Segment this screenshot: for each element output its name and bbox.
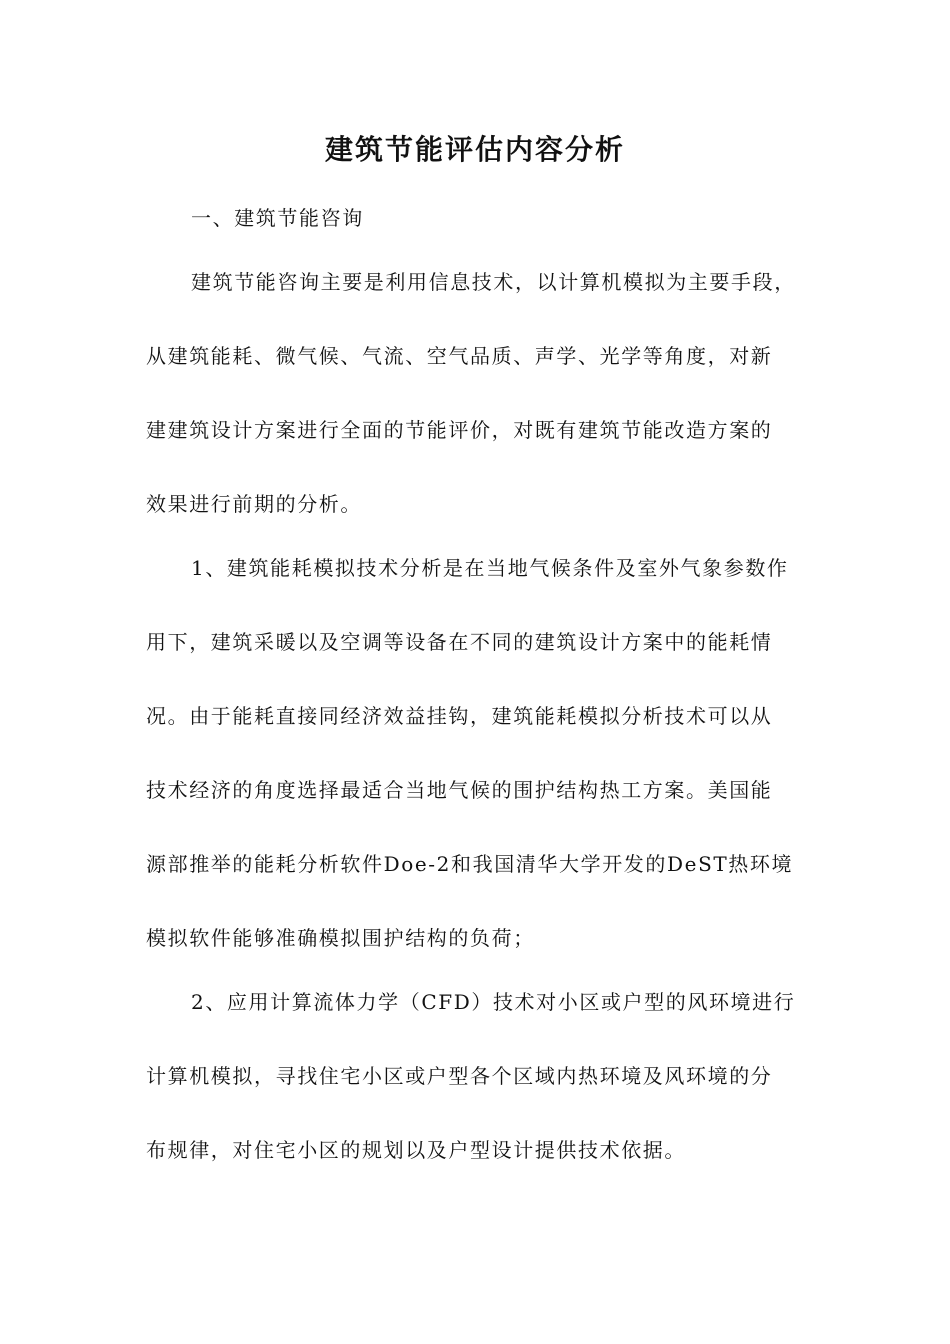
paragraph-line: 布规律，对住宅小区的规划以及户型设计提供技术依据。	[146, 1138, 686, 1162]
paragraph-line: 源部推举的能耗分析软件Doe-2和我国清华大学开发的DeST热环境	[146, 852, 794, 876]
paragraph-line: 2、应用计算流体力学（CFD）技术对小区或户型的风环境进行	[191, 990, 796, 1014]
paragraph-line: 况。由于能耗直接同经济效益挂钩，建筑能耗模拟分析技术可以从	[146, 704, 773, 728]
paragraph-line: 1、建筑能耗模拟技术分析是在当地气候条件及室外气象参数作	[191, 556, 789, 580]
paragraph-line: 技术经济的角度选择最适合当地气候的围护结构热工方案。美国能	[146, 778, 773, 802]
paragraph-line: 用下，建筑采暖以及空调等设备在不同的建筑设计方案中的能耗情	[146, 630, 773, 654]
paragraph-line: 计算机模拟，寻找住宅小区或户型各个区域内热环境及风环境的分	[146, 1064, 773, 1088]
paragraph-line: 效果进行前期的分析。	[146, 492, 362, 516]
section-heading: 一、建筑节能咨询	[191, 206, 364, 230]
document-title: 建筑节能评估内容分析	[324, 133, 625, 166]
paragraph-line: 建建筑设计方案进行全面的节能评价，对既有建筑节能改造方案的	[146, 418, 773, 442]
paragraph-line: 建筑节能咨询主要是利用信息技术，以计算机模拟为主要手段，	[191, 270, 796, 294]
paragraph-line: 从建筑能耗、微气候、气流、空气品质、声学、光学等角度，对新	[146, 344, 773, 368]
paragraph-line: 模拟软件能够准确模拟围护结构的负荷；	[146, 926, 535, 950]
